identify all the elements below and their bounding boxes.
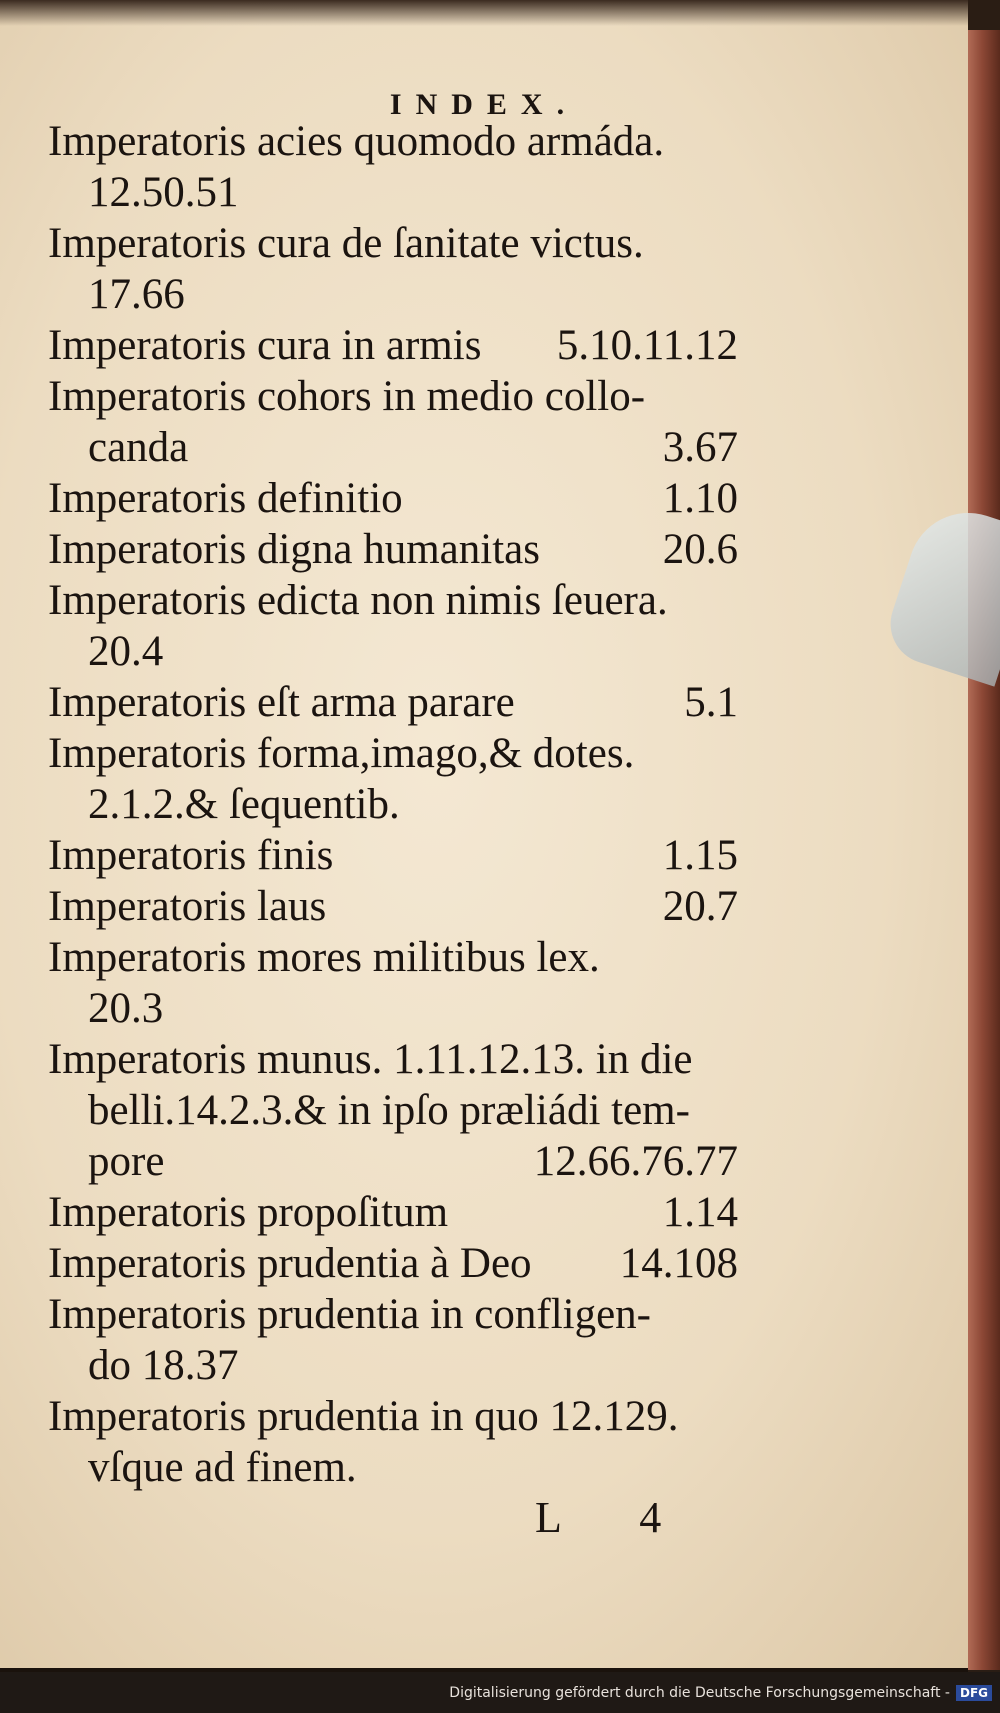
- entry-text: 20.4: [88, 628, 164, 675]
- index-entry: [48, 1391, 738, 1493]
- entry-reference: 3.67: [662, 424, 738, 471]
- entry-text: 20.3: [88, 985, 164, 1032]
- entry-line: [48, 1085, 738, 1136]
- entry-reference: 1.15: [662, 832, 738, 879]
- entry-text: Imperatoris forma,imago,& dotes.: [48, 730, 635, 777]
- entry-text: Imperatoris cura in armis: [48, 322, 482, 369]
- entry-text: Imperatoris cura de ſanitate victus.: [48, 220, 644, 267]
- entry-reference: 5.10.11.12: [556, 322, 738, 369]
- index-entry: [48, 932, 738, 1034]
- entry-text: Imperatoris digna humanitas: [48, 526, 540, 573]
- entry-line: [48, 218, 738, 269]
- index-entry: [48, 320, 738, 371]
- entry-text: Imperatoris laus: [48, 883, 327, 930]
- entry-line: [48, 830, 738, 881]
- entry-text: do 18.37: [88, 1342, 239, 1389]
- entry-text: pore: [88, 1138, 165, 1185]
- entry-text: Imperatoris mores militibus lex.: [48, 934, 600, 981]
- entry-text: 2.1.2.& ſequentib.: [88, 781, 400, 828]
- entry-line: [48, 1340, 738, 1391]
- entry-line: [48, 116, 738, 167]
- index-entry: [48, 1187, 738, 1238]
- index-entry: [48, 116, 738, 218]
- entry-text: Imperatoris eſt arma parare: [48, 679, 515, 726]
- signature-mark: L 4: [535, 1493, 696, 1542]
- index-entry: [48, 371, 738, 473]
- entry-text: canda: [88, 424, 189, 471]
- entry-line: [48, 1187, 738, 1238]
- entry-line: [48, 320, 738, 371]
- entry-line: [48, 524, 738, 575]
- footer-credit: Digitalisierung gefördert durch die Deutsche Forschungsgemeinschaft -: [449, 1684, 950, 1701]
- index-entry: [48, 1289, 738, 1391]
- entry-line: [48, 422, 738, 473]
- index-entry: [48, 728, 738, 830]
- entry-line: [48, 1136, 738, 1187]
- index-entry: [48, 218, 738, 320]
- entry-text: 17.66: [88, 271, 185, 318]
- page-header: INDEX.: [389, 88, 579, 121]
- entry-line: [48, 1034, 738, 1085]
- entry-line: [48, 626, 738, 677]
- entry-line: [48, 1289, 738, 1340]
- index-entry: [48, 1034, 738, 1187]
- entry-line: [48, 1238, 738, 1289]
- page-top-shadow: [0, 0, 968, 26]
- entry-reference: 20.7: [662, 883, 738, 930]
- entry-reference: 5.1: [684, 679, 738, 726]
- entry-text: Imperatoris propoſitum: [48, 1189, 449, 1236]
- entry-text: Imperatoris prudentia in quo 12.129.: [48, 1393, 679, 1440]
- entry-text: Imperatoris prudentia à Deo: [48, 1240, 532, 1287]
- entry-text: Imperatoris finis: [48, 832, 334, 879]
- footer-bar: [0, 1672, 1000, 1713]
- entry-text: Imperatoris edicta non nimis ſeuera.: [48, 577, 668, 624]
- entry-line: [48, 677, 738, 728]
- entry-reference: 14.108: [619, 1240, 738, 1287]
- entry-line: [48, 1391, 738, 1442]
- index-entry: [48, 881, 738, 932]
- entry-text: belli.14.2.3.& in ipſo præliádi tem-: [88, 1087, 690, 1134]
- index-entry: [48, 677, 738, 728]
- entry-line: [48, 779, 738, 830]
- entry-line: [48, 167, 738, 218]
- index-entry: [48, 1238, 738, 1289]
- entry-text: Imperatoris munus. 1.11.12.13. in die: [48, 1036, 693, 1083]
- entry-reference: 12.66.76.77: [533, 1138, 738, 1185]
- entry-line: [48, 728, 738, 779]
- index-entry: [48, 473, 738, 524]
- dfg-logo: DFG: [956, 1685, 992, 1701]
- entry-text: vſque ad finem.: [88, 1444, 357, 1491]
- index-entry: [48, 575, 738, 677]
- entry-line: [48, 932, 738, 983]
- entry-line: [48, 983, 738, 1034]
- index-entry: [48, 830, 738, 881]
- entry-line: [48, 473, 738, 524]
- entry-reference: 1.14: [662, 1189, 738, 1236]
- entry-line: [48, 881, 738, 932]
- entry-line: [48, 575, 738, 626]
- index-entry: [48, 524, 738, 575]
- entry-text: 12.50.51: [88, 169, 239, 216]
- entry-line: [48, 371, 738, 422]
- index-entries: [48, 116, 738, 1493]
- entry-text: Imperatoris definitio: [48, 475, 403, 522]
- entry-line: [48, 269, 738, 320]
- entry-text: Imperatoris acies quomodo armáda.: [48, 118, 665, 165]
- entry-text: Imperatoris cohors in medio collo-: [48, 373, 646, 420]
- entry-reference: 20.6: [662, 526, 738, 573]
- entry-text: Imperatoris prudentia in confligen-: [48, 1291, 651, 1338]
- entry-line: [48, 1442, 738, 1493]
- entry-reference: 1.10: [662, 475, 738, 522]
